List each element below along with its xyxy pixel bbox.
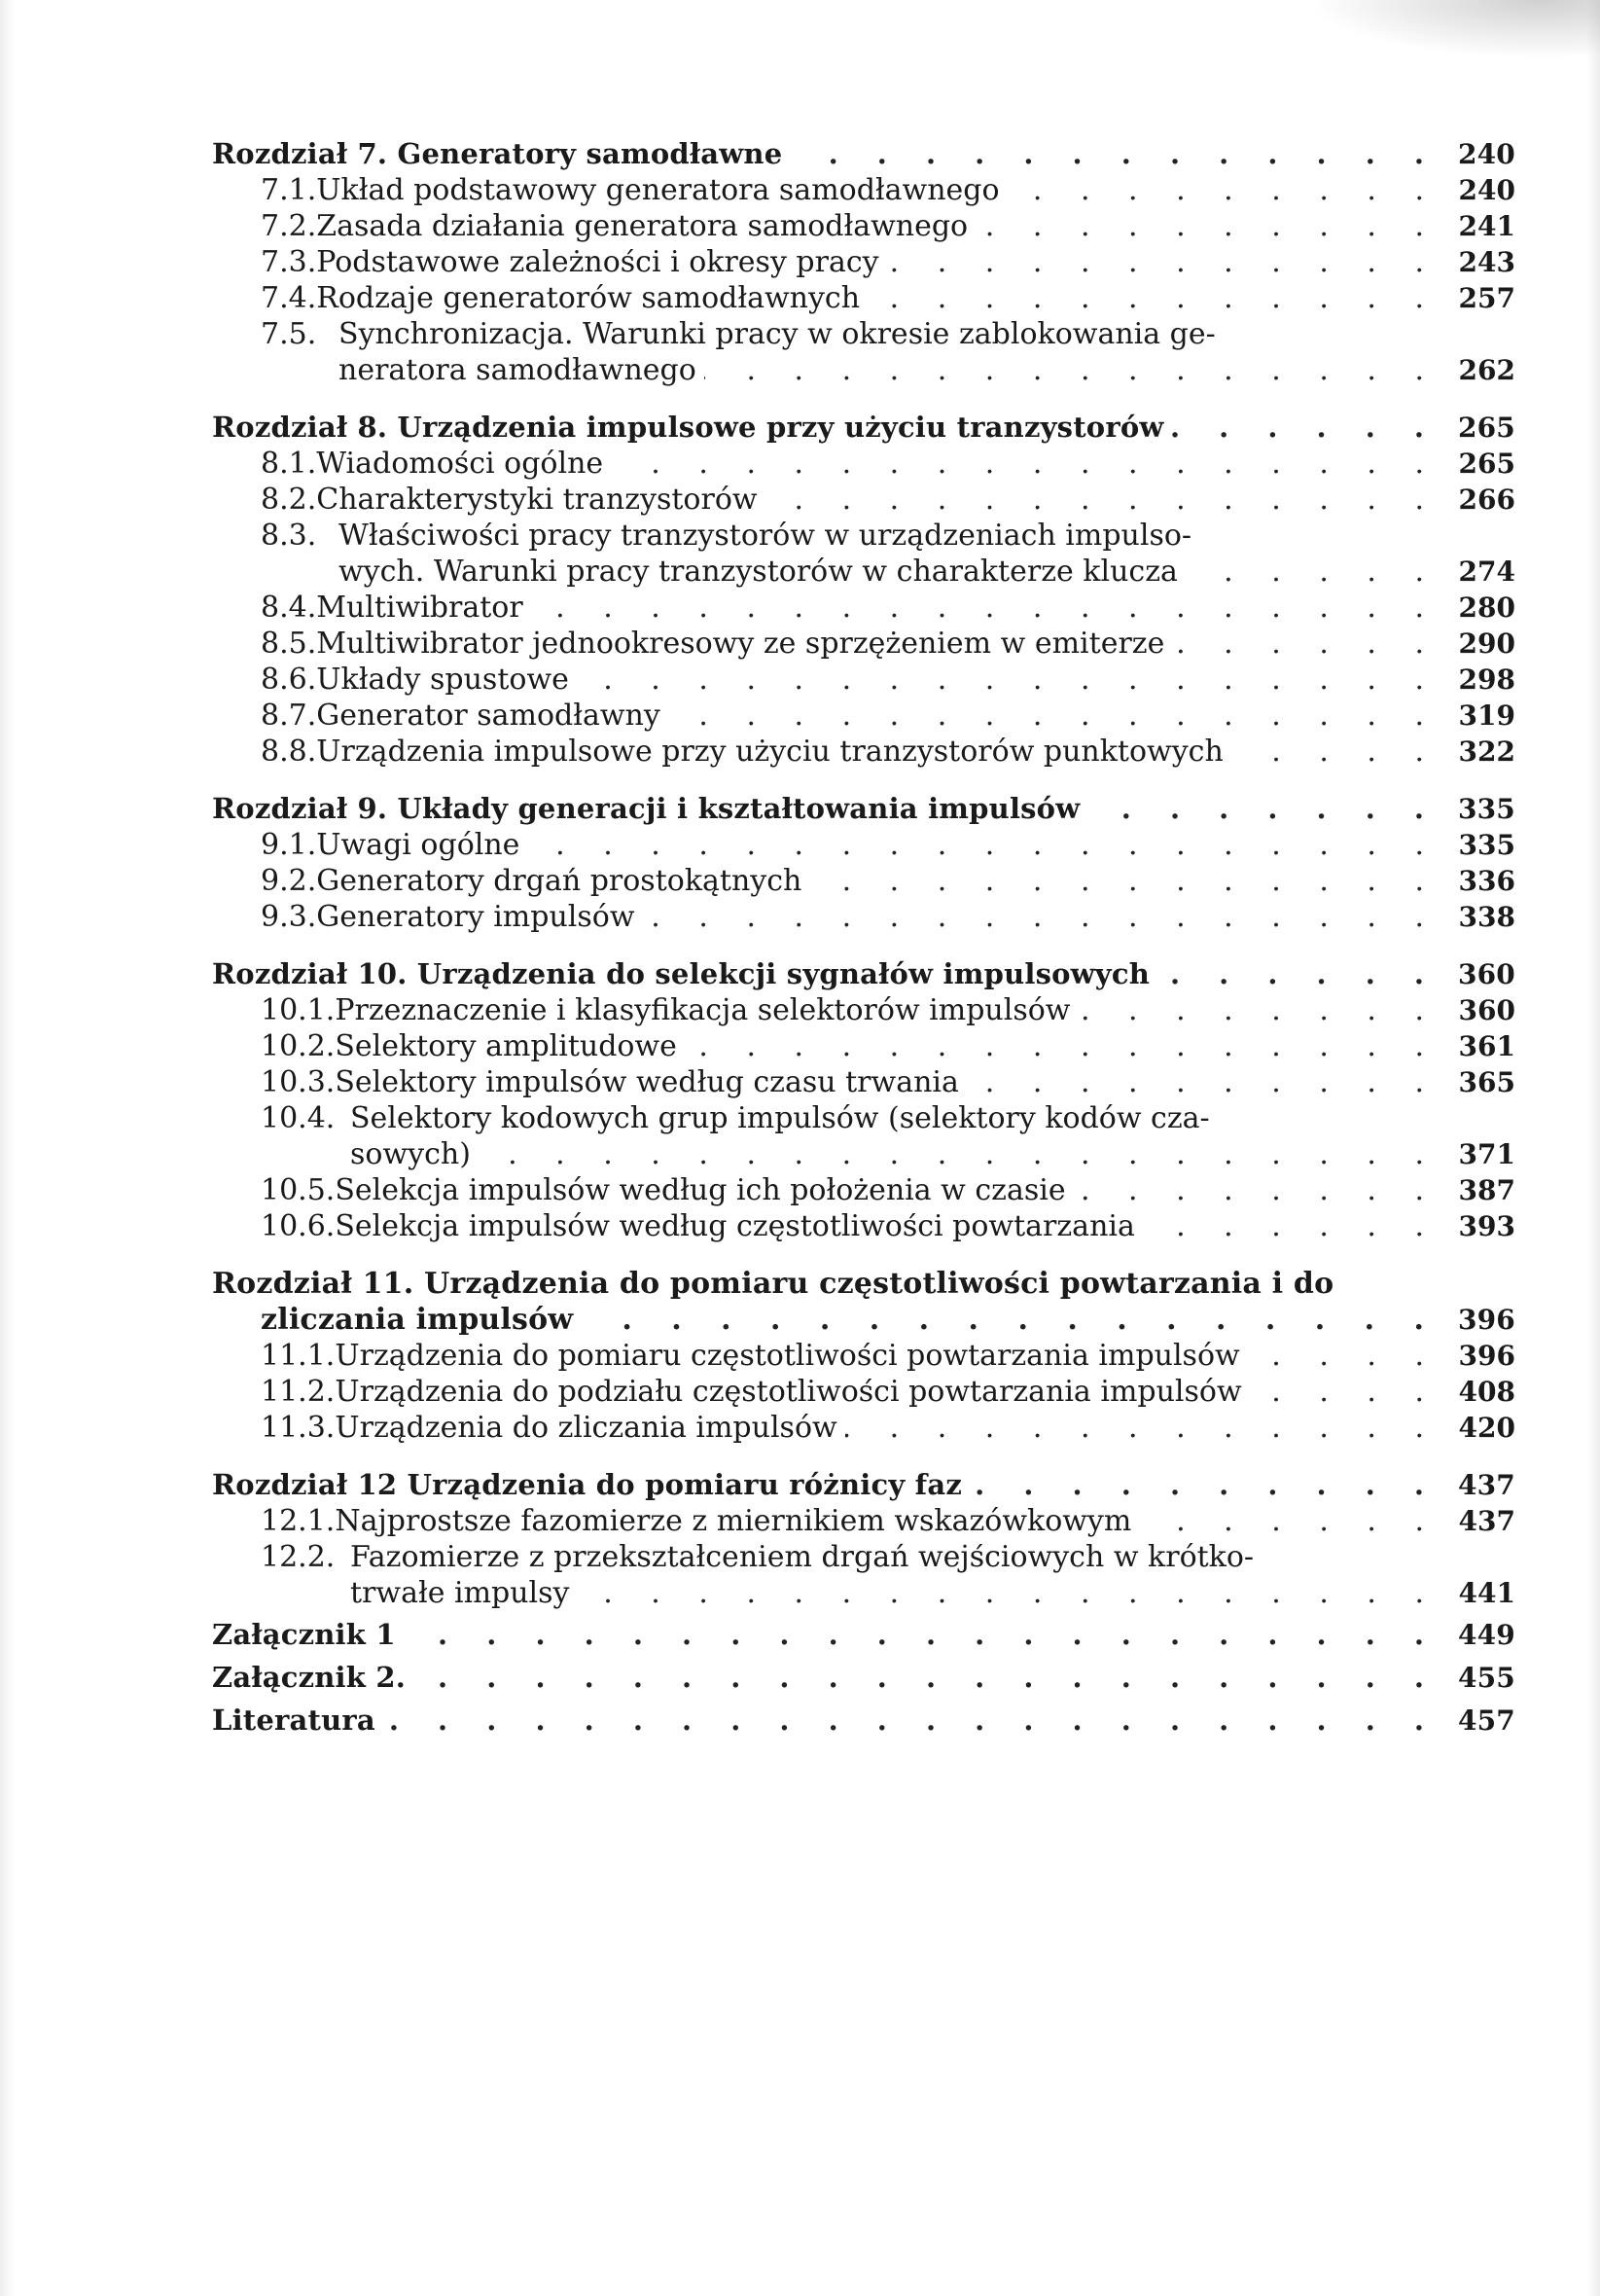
section-number: 7.3. — [261, 245, 317, 279]
section-number: 7.2. — [261, 209, 317, 243]
chapter-label: Rozdział 12 — [212, 1468, 398, 1501]
dot-leader — [685, 1028, 1424, 1064]
dot-leader — [531, 590, 1424, 626]
section-title: Układy spustowe — [316, 663, 569, 697]
page-number: 274 — [1458, 556, 1515, 588]
section-title-line2: wych. Warunki pracy tranzystorów w charakterze klucza — [338, 555, 1178, 589]
dot-leader — [1172, 626, 1424, 662]
scan-edge-left — [0, 0, 14, 2296]
page-number: 449 — [1457, 1619, 1515, 1651]
toc-entry[interactable] — [212, 446, 1515, 482]
toc-entry-multiline[interactable] — [212, 1100, 1515, 1172]
toc-entry[interactable] — [212, 1338, 1515, 1374]
appendix-title: Załącznik 2. — [212, 1661, 406, 1694]
page-number: 371 — [1458, 1138, 1515, 1170]
section-title: Urządzenia do podziału częstotliwości powtarzania impulsów — [335, 1375, 1242, 1409]
chapter-title-line1: Urządzenia do pomiaru częstotliwości powtarzania i do — [424, 1267, 1334, 1301]
section-number: 9.3. — [261, 900, 317, 934]
section-title-line2: neratora samodławnego — [338, 353, 696, 387]
section-number: 9.1. — [261, 828, 317, 862]
toc-entry[interactable] — [212, 1064, 1515, 1100]
chapter-label: Rozdział 11. — [212, 1267, 414, 1301]
page-number: 361 — [1458, 1030, 1515, 1062]
page-number: 262 — [1458, 354, 1515, 386]
section-title: Przeznaczenie i klasyfikacja selektorów impulsów — [335, 993, 1071, 1027]
section-title: Wiadomości ogólne — [316, 447, 604, 481]
section-number: 10.6. — [261, 1209, 336, 1243]
toc-entry[interactable] — [212, 1410, 1515, 1446]
section-title: Multiwibrator — [316, 591, 523, 625]
section-title: Selektory amplitudowe — [335, 1029, 677, 1063]
toc-entry[interactable] — [212, 899, 1515, 935]
page-number: 241 — [1458, 210, 1515, 242]
page-number: 336 — [1458, 865, 1515, 897]
section-title: Multiwibrator jednookresowy ze sprzężeniem w emiterze — [316, 627, 1165, 661]
dot-leader — [967, 1064, 1424, 1100]
chapter-11 — [212, 1266, 1515, 1446]
chapter-label: Rozdział 9. — [212, 792, 388, 825]
dot-leader — [1078, 992, 1424, 1028]
chapter-label: Rozdział 7. — [212, 137, 388, 170]
section-title: Urządzenia do zliczania impulsów — [335, 1411, 837, 1445]
section-number: 8.7. — [261, 699, 317, 733]
page-number: 437 — [1458, 1505, 1515, 1537]
section-number: 12.1. — [261, 1504, 336, 1538]
dot-leader — [404, 1617, 1424, 1653]
dot-leader — [970, 1467, 1424, 1503]
chapter-12 — [212, 1467, 1515, 1611]
chapter-7 — [212, 136, 1515, 388]
page-number: 298 — [1458, 664, 1515, 696]
page-number: 387 — [1458, 1174, 1515, 1206]
section-title-line1: Selektory kodowych grup impulsów (selektory kodów cza- — [350, 1101, 1210, 1135]
page-number: 408 — [1458, 1376, 1515, 1408]
appendix-title: Załącznik 1 — [212, 1618, 396, 1651]
section-number: 10.3. — [261, 1065, 336, 1099]
section-number: 11.1. — [261, 1339, 336, 1373]
chapter-heading[interactable] — [212, 956, 1515, 992]
appendix-entry[interactable] — [212, 1660, 1515, 1696]
section-title: Selekcja impulsów według częstotliwości powtarzania — [335, 1209, 1135, 1243]
dot-leader — [581, 1302, 1424, 1338]
page-number: 319 — [1458, 700, 1515, 732]
page-number: 365 — [1458, 1066, 1515, 1098]
page-number: 441 — [1458, 1577, 1515, 1609]
toc-entry[interactable] — [212, 482, 1515, 518]
page-number: 240 — [1457, 138, 1515, 170]
toc-entry[interactable] — [212, 590, 1515, 626]
toc-entry[interactable] — [212, 1172, 1515, 1208]
dot-leader — [668, 698, 1424, 734]
section-title-line2: trwałe impulsy — [350, 1576, 570, 1610]
dot-leader — [611, 446, 1424, 482]
section-title: Charakterystyki tranzystorów — [316, 483, 758, 517]
toc-entry[interactable] — [212, 1028, 1515, 1064]
page-number: 240 — [1458, 174, 1515, 206]
toc-entry[interactable] — [212, 698, 1515, 734]
dot-leader — [1074, 1172, 1424, 1208]
section-title: Najprostsze fazomierze z miernikiem wskazówkowym — [335, 1504, 1132, 1538]
page-number: 322 — [1458, 735, 1515, 768]
section-number: 8.4. — [261, 591, 317, 625]
page-number: 257 — [1458, 282, 1515, 314]
section-number: 7.5. — [261, 317, 317, 351]
dot-leader — [1143, 1208, 1424, 1244]
dot-leader — [790, 136, 1424, 172]
section-number: 7.1. — [261, 173, 317, 207]
page-number: 280 — [1458, 592, 1515, 624]
section-number: 8.1. — [261, 447, 317, 481]
scan-shadow — [1308, 0, 1600, 58]
chapter-9 — [212, 791, 1515, 935]
appendix-entry[interactable] — [212, 1617, 1515, 1653]
toc-entry[interactable] — [212, 626, 1515, 662]
chapter-title: Generatory samodławne — [397, 137, 783, 170]
section-number: 8.5. — [261, 627, 317, 661]
chapter-heading[interactable] — [212, 791, 1515, 827]
page-number: 265 — [1457, 412, 1515, 444]
chapter-heading-multiline[interactable] — [212, 1266, 1515, 1338]
toc-entry[interactable] — [212, 734, 1515, 770]
page-number: 457 — [1457, 1704, 1515, 1737]
dot-leader — [1157, 956, 1424, 992]
chapter-title: Urządzenia do selekcji sygnałów impulsowych — [416, 957, 1151, 990]
section-title: Generatory drgań prostokątnych — [316, 864, 802, 898]
chapter-10 — [212, 956, 1515, 1244]
toc-entry[interactable] — [212, 1208, 1515, 1244]
dot-leader — [1248, 1338, 1424, 1374]
chapter-title-line2: zliczania impulsów — [261, 1303, 574, 1337]
section-number: 8.3. — [261, 519, 317, 553]
table-of-contents — [212, 136, 1515, 1739]
chapter-heading[interactable] — [212, 1467, 1515, 1503]
toc-entry[interactable] — [212, 827, 1515, 863]
dot-leader — [868, 280, 1424, 316]
section-title: Rodzaje generatorów samodławnych — [316, 281, 861, 315]
toc-entry[interactable] — [212, 1374, 1515, 1410]
section-title: Zasada działania generatora samodławnego — [316, 209, 969, 243]
dot-leader — [577, 662, 1424, 698]
page-number: 360 — [1457, 958, 1515, 990]
chapter-heading[interactable] — [212, 410, 1515, 446]
toc-entry[interactable] — [212, 1503, 1515, 1539]
dot-leader — [1087, 791, 1424, 827]
section-number: 8.6. — [261, 663, 317, 697]
dot-leader — [845, 1410, 1424, 1446]
dot-leader — [413, 1660, 1424, 1696]
dot-leader — [643, 899, 1424, 935]
section-title: Układ podstawowy generatora samodławnego — [316, 173, 1000, 207]
page-number: 338 — [1458, 901, 1515, 933]
dot-leader — [577, 1575, 1424, 1611]
chapter-heading[interactable] — [212, 136, 1515, 172]
dot-leader — [1186, 554, 1424, 590]
dot-leader — [887, 244, 1424, 280]
page-number: 335 — [1458, 829, 1515, 861]
chapter-label: Rozdział 8. — [212, 411, 388, 444]
dot-leader — [976, 208, 1424, 244]
page-number: 393 — [1458, 1210, 1515, 1242]
section-number: 11.2. — [261, 1375, 336, 1409]
page-number: 396 — [1457, 1304, 1515, 1336]
page-number: 335 — [1457, 793, 1515, 825]
section-number: 8.8. — [261, 735, 317, 769]
section-title-line1: Synchronizacja. Warunki pracy w okresie zablokowania ge- — [338, 317, 1216, 351]
page-number: 266 — [1458, 484, 1515, 516]
page-number: 437 — [1457, 1469, 1515, 1501]
section-title: Generator samodławny — [316, 699, 660, 733]
page-number: 265 — [1458, 448, 1515, 480]
section-number: 10.1. — [261, 993, 336, 1027]
section-title: Generatory impulsów — [316, 900, 635, 934]
toc-entry[interactable] — [212, 280, 1515, 316]
toc-entry[interactable] — [212, 208, 1515, 244]
bibliography-title: Literatura — [212, 1704, 375, 1737]
section-title: Selektory impulsów według czasu trwania — [335, 1065, 959, 1099]
dot-leader — [383, 1703, 1424, 1739]
section-number: 11.3. — [261, 1411, 336, 1445]
section-title-line2: sowych) — [350, 1137, 471, 1171]
toc-entry[interactable] — [212, 244, 1515, 280]
section-number: 8.2. — [261, 483, 317, 517]
scan-edge-right — [1586, 0, 1600, 2296]
page-number: 243 — [1458, 246, 1515, 278]
section-number: 7.4. — [261, 281, 317, 315]
page-number: 360 — [1458, 994, 1515, 1026]
section-title: Selekcja impulsów według ich położenia w czasie — [335, 1173, 1066, 1207]
page-number: 396 — [1458, 1340, 1515, 1372]
toc-entry[interactable] — [212, 863, 1515, 899]
toc-entry[interactable] — [212, 662, 1515, 698]
page-number: 420 — [1458, 1412, 1515, 1444]
chapter-title: Urządzenia impulsowe przy użyciu tranzystorów — [397, 411, 1164, 444]
dot-leader — [765, 482, 1424, 518]
chapter-title: Układy generacji i kształtowania impulsów — [397, 792, 1081, 825]
dot-leader — [479, 1136, 1424, 1172]
section-number: 10.2. — [261, 1029, 336, 1063]
dot-leader — [1172, 410, 1424, 446]
toc-entry[interactable] — [212, 172, 1515, 208]
section-title: Podstawowe zależności i okresy pracy — [316, 245, 879, 279]
page-number: 455 — [1457, 1662, 1515, 1694]
dot-leader — [1231, 734, 1424, 770]
section-title: Uwagi ogólne — [316, 828, 520, 862]
section-title: Urządzenia impulsowe przy użyciu tranzystorów punktowych — [316, 735, 1224, 769]
dot-leader — [1008, 172, 1424, 208]
section-number: 10.4. — [261, 1101, 336, 1135]
toc-entry-multiline[interactable] — [212, 1539, 1515, 1611]
dot-leader — [809, 863, 1424, 899]
section-number: 12.2. — [261, 1540, 336, 1574]
toc-entry[interactable] — [212, 992, 1515, 1028]
toc-entry-multiline[interactable] — [212, 316, 1515, 388]
dot-leader — [1250, 1374, 1424, 1410]
bibliography-entry[interactable] — [212, 1703, 1515, 1739]
section-number: 9.2. — [261, 864, 317, 898]
section-title-line1: Właściwości pracy tranzystorów w urządzeniach impulso- — [338, 519, 1192, 553]
section-title-line1: Fazomierze z przekształceniem drgań wejściowych w krótko- — [350, 1540, 1255, 1574]
page-number: 290 — [1458, 628, 1515, 660]
toc-entry-multiline[interactable] — [212, 518, 1515, 590]
dot-leader — [704, 352, 1424, 388]
chapter-label: Rozdział 10. — [212, 957, 408, 990]
chapter-title: Urządzenia do pomiaru różnicy faz — [407, 1468, 963, 1501]
dot-leader — [527, 827, 1424, 863]
dot-leader — [1139, 1503, 1424, 1539]
section-title: Urządzenia do pomiaru częstotliwości powtarzania impulsów — [335, 1339, 1240, 1373]
chapter-8 — [212, 410, 1515, 770]
appendices — [212, 1617, 1515, 1739]
section-number: 10.5. — [261, 1173, 336, 1207]
